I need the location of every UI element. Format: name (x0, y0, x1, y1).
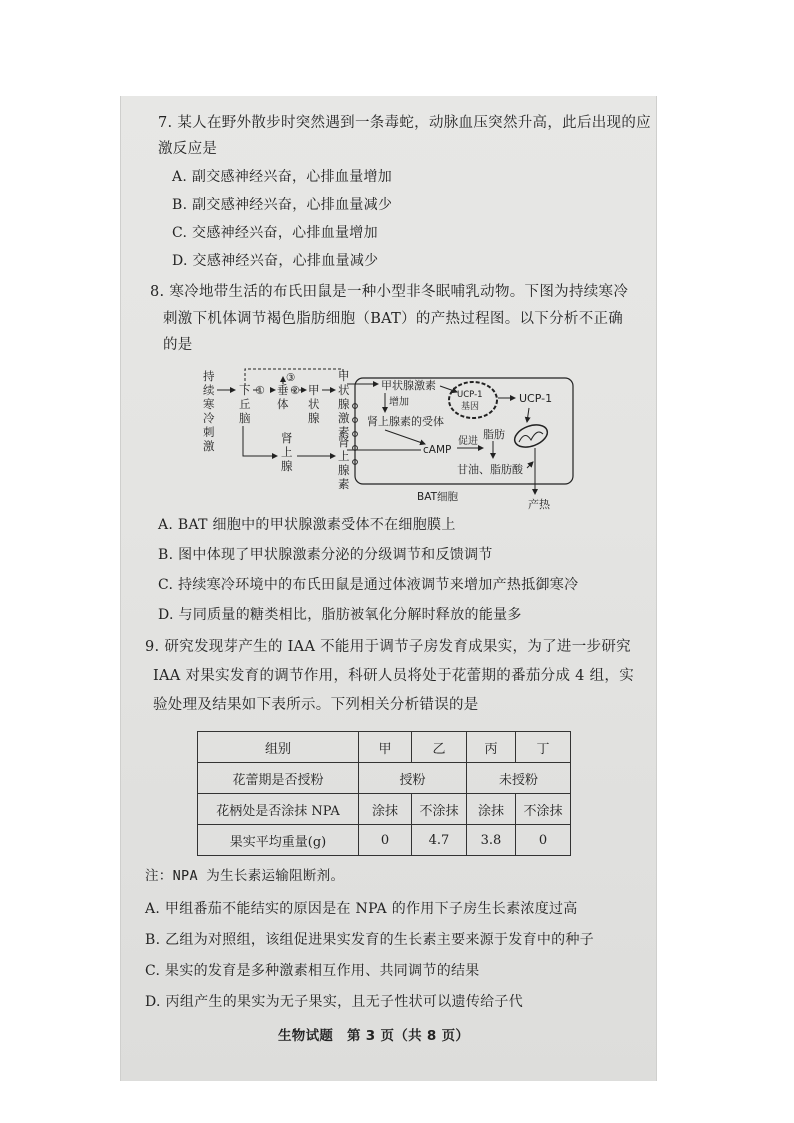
pollination-row-label: 花蕾期是否授粉 (198, 763, 359, 794)
step-3-marker: ③ (286, 372, 296, 384)
not-pollinated-cell: 未授粉 (467, 763, 571, 794)
pituitary-label: 垂 体 (277, 383, 289, 411)
weight-cell: 4.7 (412, 825, 467, 856)
q7-stem-line1: 7. 某人在野外散步时突然遇到一条毒蛇，动脉血压突然升高，此后出现的应 (158, 115, 651, 131)
npa-cell: 涂抹 (359, 794, 412, 825)
q9-option-a: A. 甲组番茄不能结实的原因是在 NPA 的作用下子房生长素浓度过高 (145, 901, 578, 917)
q7-option-d: D. 交感神经兴奋，心排血量减少 (172, 253, 379, 269)
q8-stem-line1: 8. 寒冷地带生活的布氏田鼠是一种小型非冬眠哺乳动物。下图为持续寒冷 (150, 284, 629, 300)
thyroid-label: 甲 状 腺 (308, 383, 320, 425)
npa-cell: 不涂抹 (516, 794, 571, 825)
q9-note: 注：NPA 为生长素运输阻断剂。 (145, 868, 345, 884)
mitochondrion-icon (512, 421, 551, 451)
npa-cell: 不涂抹 (412, 794, 467, 825)
bat-thermogenesis-diagram (195, 362, 590, 512)
q7-option-a: A. 副交感神经兴奋，心排血量增加 (172, 169, 393, 185)
q8-option-b: B. 图中体现了甲状腺激素分泌的分级调节和反馈调节 (158, 547, 493, 563)
group-ding: 丁 (516, 732, 571, 763)
page-footer: 生物试题 第 3 页（共 8 页） (278, 1028, 470, 1044)
adrenal-gland-label: 肾 上 腺 (281, 431, 293, 473)
increase-label: 增加 (389, 397, 409, 408)
step-2-marker: ② (290, 384, 300, 397)
q7-stem-line2: 激反应是 (158, 141, 218, 157)
stimulus-label: 持 续 寒 冷 刺 激 (203, 369, 215, 453)
table-row (198, 825, 571, 856)
q7-option-c: C. 交感神经兴奋，心排血量增加 (172, 225, 378, 241)
npa-row-label: 花柄处是否涂抹 NPA (198, 794, 359, 825)
q8-option-a: A. BAT 细胞中的甲状腺激素受体不在细胞膜上 (158, 517, 456, 533)
adrenaline-receptor-label: 肾上腺素的受体 (367, 415, 444, 428)
ucp1-gene-label-line1: UCP-1 (457, 390, 483, 400)
thyroid-hormone-vertical-label: 甲 状 腺 激 素 (338, 369, 350, 439)
q8-option-d: D. 与同质量的糖类相比，脂肪被氧化分解时释放的能量多 (158, 607, 522, 623)
glycerol-fatty-acid-label: 甘油、脂肪酸 (457, 463, 523, 476)
pollinated-cell: 授粉 (359, 763, 467, 794)
weight-cell: 3.8 (467, 825, 516, 856)
q9-stem-line2: IAA 对果实发育的调节作用，科研人员将处于花蕾期的番茄分成 4 组，实 (153, 668, 635, 684)
q7-option-b: B. 副交感神经兴奋，心排血量减少 (172, 197, 393, 213)
weight-row-label: 果实平均重量(g) (198, 825, 359, 856)
q9-option-b: B. 乙组为对照组，该组促进果实发育的生长素主要来源于发育中的种子 (145, 932, 595, 948)
q8-stem-line2: 刺激下机体调节褐色脂肪细胞（BAT）的产热过程图。以下分析不正确 (163, 311, 624, 327)
experiment-results-table (197, 731, 571, 856)
fat-label: 脂肪 (483, 428, 505, 441)
promote-label: 促进 (458, 436, 478, 447)
ucp1-gene-label-line2: 基因 (461, 402, 480, 412)
table-row (198, 732, 571, 763)
weight-cell: 0 (516, 825, 571, 856)
q9-option-c: C. 果实的发育是多种激素相互作用、共同调节的结果 (145, 963, 480, 979)
bat-cell-label: BAT细胞 (417, 491, 458, 503)
group-bing: 丙 (467, 732, 516, 763)
q8-stem-line3: 的是 (163, 337, 193, 353)
thyroid-hormone-label: 甲状腺激素 (381, 379, 436, 392)
table-row (198, 763, 571, 794)
group-yi: 乙 (412, 732, 467, 763)
npa-cell: 涂抹 (467, 794, 516, 825)
ucp1-protein-label: UCP-1 (519, 392, 553, 405)
adrenaline-vertical-label: 肾 上 腺 素 (338, 435, 350, 491)
step-1-marker: ① (255, 384, 265, 397)
q9-stem-line1: 9. 研究发现芽产生的 IAA 不能用于调节子房发育成果实，为了进一步研究 (145, 639, 631, 655)
table-row (198, 794, 571, 825)
heat-production-label: 产热 (528, 498, 550, 511)
q9-stem-line3: 验处理及结果如下表所示。下列相关分析错误的是 (153, 697, 479, 713)
group-jia: 甲 (359, 732, 412, 763)
q8-option-c: C. 持续寒冷环境中的布氏田鼠是通过体液调节来增加产热抵御寒冷 (158, 577, 579, 593)
weight-cell: 0 (359, 825, 412, 856)
q9-option-d: D. 丙组产生的果实为无子果实，且无子性状可以遗传给子代 (145, 994, 524, 1010)
table-header-group: 组别 (198, 732, 359, 763)
hypothalamus-label: 下 丘 脑 (239, 383, 251, 425)
camp-label: cAMP (423, 444, 452, 456)
